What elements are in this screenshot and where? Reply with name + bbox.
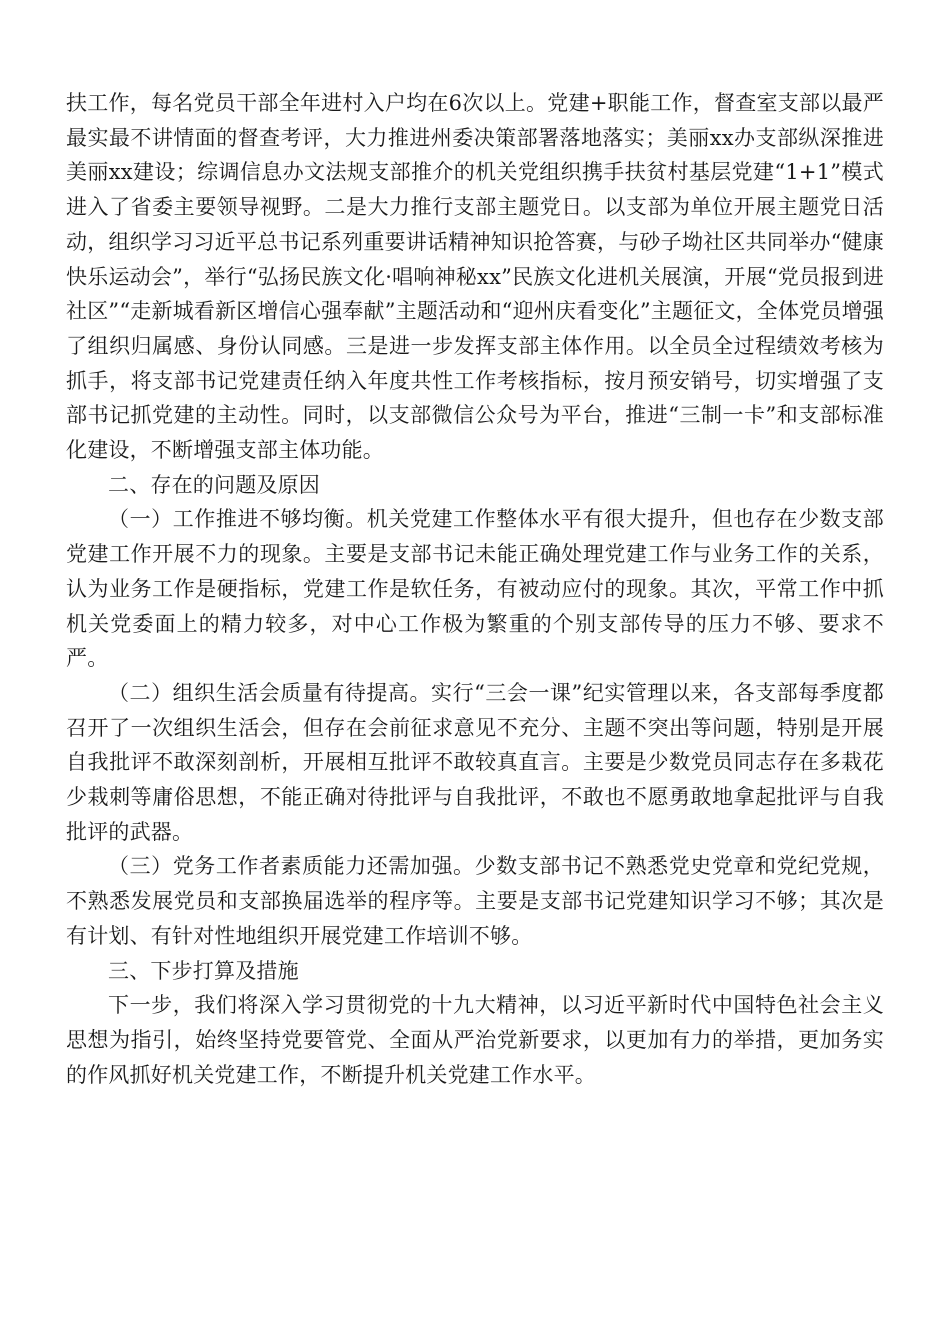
section-heading-next-steps: 三、下步打算及措施 [108, 958, 299, 983]
section-heading-problems: 二、存在的问题及原因 [108, 472, 320, 497]
document-body [66, 86, 884, 1092]
paragraph-continuation: 扶工作，每名党员干部全年进村入户均在6次以上。党建+职能工作，督查室支部以最严最实最不讲情面的督查考评，大力推进州委决策部署落地落实；美丽xx办支部纵深推进美丽xx建设；综调信息办文法规支部推介的机关党组织携手扶贫村基层党建“1+1”模式进入了省委主要领导视野。二是大力推行支部主题党日。以支部为单位开展主题党日活动，组织学习习近平总书记系列重要讲话精神知识抢答赛，与砂子坳社区共同举办“健康快乐运动会”，举行“弘扬民族文化·唱响神秘xx”民族文化进机关展演，开展“党员报到进社区”“走新城看新区增信心强奉献”主题活动和“迎州庆看变化”主题征文，全体党员增强了组织归属感、身份认同感。三是进一步发挥支部主体作用。以全员全过程绩效考核为抓手，将支部书记党建责任纳入年度共性工作考核指标，按月预安销号，切实增强了支部书记抓党建的主动性。同时，以支部微信公众号为平台，推进“三制一卡”和支部标准化建设，不断增强支部主体功能。 [66, 91, 884, 463]
paragraph-issue-2: （二）组织生活会质量有待提高。实行“三会一课”纪实管理以来，各支部每季度都召开了一次组织生活会，但存在会前征求意见不充分、主题不突出等问题，特别是开展自我批评不敢深刻剖析，开展相互批评不敢较真直言。主要是少数党员同志存在多栽花少栽刺等庸俗思想，不能正确对待批评与自我批评，不敢也不愿勇敢地拿起批评与自我批评的武器。 [66, 680, 884, 844]
paragraph-next-steps: 下一步，我们将深入学习贯彻党的十九大精神，以习近平新时代中国特色社会主义思想为指引，始终坚持党要管党、全面从严治党新要求，以更加有力的举措，更加务实的作风抓好机关党建工作，不断提升机关党建工作水平。 [66, 993, 884, 1087]
paragraph-issue-3: （三）党务工作者素质能力还需加强。少数支部书记不熟悉党史党章和党纪党规，不熟悉发展党员和支部换届选举的程序等。主要是支部书记党建知识学习不够；其次是有计划、有针对性地组织开展党建工作培训不够。 [66, 854, 884, 948]
paragraph-issue-1: （一）工作推进不够均衡。机关党建工作整体水平有很大提升，但也存在少数支部党建工作开展不力的现象。主要是支部书记未能正确处理党建工作与业务工作的关系，认为业务工作是硬指标，党建工作是软任务，有被动应付的现象。其次，平常工作中抓机关党委面上的精力较多，对中心工作极为繁重的个别支部传导的压力不够、要求不严。 [66, 507, 884, 671]
